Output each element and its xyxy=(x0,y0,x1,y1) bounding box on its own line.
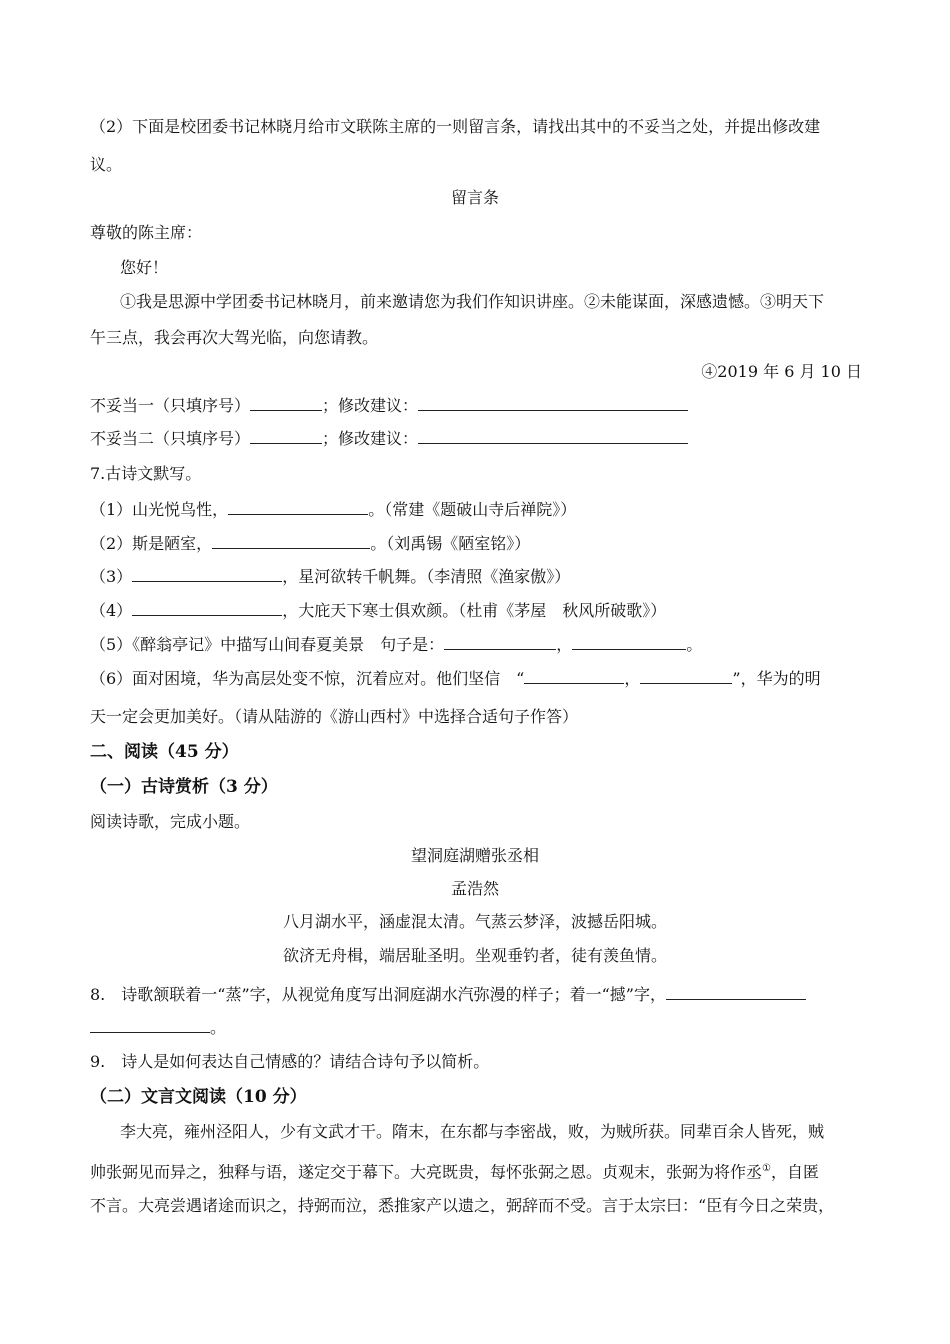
q8-text: 8. 诗歌颔联着一“蒸”字，从视觉角度写出洞庭湖水汽弥漫的样子；着一“撼”字， xyxy=(90,985,666,1004)
note-title: 留言条 xyxy=(450,188,499,207)
q6-2-line2: 议。 xyxy=(90,155,123,174)
q7-item-3 xyxy=(90,567,570,587)
answer-blank[interactable] xyxy=(666,985,806,1000)
q7-item-1-text: （1）山光悦鸟性， xyxy=(90,500,229,519)
q7-item-4-text: ，大庇天下寒士俱欢颜。（杜甫《茅屋 秋风所破歌》） xyxy=(282,601,667,620)
q7-item-4-number: （4） xyxy=(90,601,133,620)
note-body-line2: 午三点，我会再次大驾光临，向您请教。 xyxy=(90,328,379,347)
fill-row-1 xyxy=(90,396,688,416)
answer-blank[interactable] xyxy=(228,500,368,515)
q7-item-6-end: ”，华为的明 xyxy=(732,669,821,688)
q7-item-6 xyxy=(90,669,821,689)
q9: 9. 诗人是如何表达自己情感的？请结合诗句予以简析。 xyxy=(90,1052,490,1071)
note-date: ④2019 年 6 月 10 日 xyxy=(701,362,862,381)
answer-blank[interactable] xyxy=(418,429,688,444)
poem-title: 望洞庭湖赠张丞相 xyxy=(410,846,539,865)
q7-item-3-number: （3） xyxy=(90,567,133,586)
q7-item-6-text: （6）面对困境，华为高层处变不惊，沉着应对。他们坚信 “ xyxy=(90,669,525,688)
q7-item-2 xyxy=(90,534,530,554)
fill-row-1-suggestion-label: ；修改建议： xyxy=(322,396,419,415)
q8-line1 xyxy=(90,985,806,1005)
answer-blank[interactable] xyxy=(418,396,688,411)
poem-line-1: 八月湖水平，涵虚混太清。气蒸云梦泽，波撼岳阳城。 xyxy=(282,912,667,931)
q7-item-5-period: 。 xyxy=(686,635,703,654)
q7-item-1 xyxy=(90,500,576,520)
answer-blank[interactable] xyxy=(250,396,322,411)
answer-blank[interactable] xyxy=(132,601,282,616)
footnote-marker: ① xyxy=(762,1163,771,1174)
q7-item-6-line2: 天一定会更加美好。（请从陆游的《游山西村》中选择合适句子作答） xyxy=(90,707,579,726)
q7-title: 7.古诗文默写。 xyxy=(90,464,202,483)
fill-row-2-suggestion-label: ；修改建议： xyxy=(322,429,419,448)
q8-line2 xyxy=(90,1018,226,1038)
classical-text-line3: 不言。大亮尝遇诸途而识之，持弼而泣，悉推家产以遗之，弼辞而不受。言于太宗曰：“臣有今日之荣贵， xyxy=(90,1196,835,1215)
fill-row-1-label: 不妥当一（只填序号） xyxy=(90,396,251,415)
fill-row-2-label: 不妥当二（只填序号） xyxy=(90,429,251,448)
q7-item-5 xyxy=(90,635,702,655)
classical-text-line2-part2: ，自匿 xyxy=(770,1162,819,1182)
reading-instruction: 阅读诗歌，完成小题。 xyxy=(90,812,251,831)
answer-blank[interactable] xyxy=(90,1018,210,1033)
answer-blank[interactable] xyxy=(640,669,732,684)
poem-author: 孟浩然 xyxy=(450,879,499,898)
note-body-line1: ①我是思源中学团委书记林晓月，前来邀请您为我们作知识讲座。②未能谋面，深感遗憾。③明天下 xyxy=(120,292,825,311)
section-2-title: 二、阅读（45 分） xyxy=(90,742,239,762)
q7-item-2-text: （2）斯是陋室， xyxy=(90,534,213,553)
note-greeting: 您好！ xyxy=(120,258,169,277)
q7-item-4 xyxy=(90,601,666,621)
q7-item-5-comma: ， xyxy=(556,635,573,654)
section-2-sub1: （一）古诗赏析（3 分） xyxy=(90,777,278,797)
classical-text-line1: 李大亮，雍州泾阳人，少有文武才干。隋末，在东都与李密战，败，为贼所获。同辈百余人皆死，贼 xyxy=(120,1122,825,1141)
q7-item-6-comma: ， xyxy=(624,669,641,688)
q7-item-2-source: 。（刘禹锡《陋室铭》） xyxy=(370,534,531,553)
answer-blank[interactable] xyxy=(572,635,686,650)
answer-blank[interactable] xyxy=(444,635,556,650)
q7-item-5-text: （5）《醉翁亭记》中描写山间春夏美景 句子是： xyxy=(90,635,445,654)
note-salutation: 尊敬的陈主席： xyxy=(90,223,203,242)
classical-text-line2 xyxy=(90,1159,819,1182)
fill-row-2 xyxy=(90,429,688,449)
answer-blank[interactable] xyxy=(250,429,322,444)
q7-item-1-source: 。（常建《题破山寺后禅院》） xyxy=(368,500,577,519)
poem-line-2: 欲济无舟楫，端居耻圣明。坐观垂钓者，徒有羡鱼情。 xyxy=(282,946,667,965)
q6-2-line1: （2）下面是校团委书记林晓月给市文联陈主席的一则留言条，请找出其中的不妥当之处，并提出修改建 xyxy=(90,117,821,136)
answer-blank[interactable] xyxy=(524,669,624,684)
q8-end: 。 xyxy=(210,1018,227,1037)
answer-blank[interactable] xyxy=(132,567,282,582)
q7-item-3-text: ，星河欲转千帆舞。（李清照《渔家傲》） xyxy=(282,567,571,586)
answer-blank[interactable] xyxy=(212,534,370,549)
section-2-sub2: （二）文言文阅读（10 分） xyxy=(90,1087,307,1107)
classical-text-line2-part1: 帅张弼见而异之，独释与语，遂定交于幕下。大亮既贵，每怀张弼之恩。贞观末，张弼为将作丞 xyxy=(90,1162,763,1182)
